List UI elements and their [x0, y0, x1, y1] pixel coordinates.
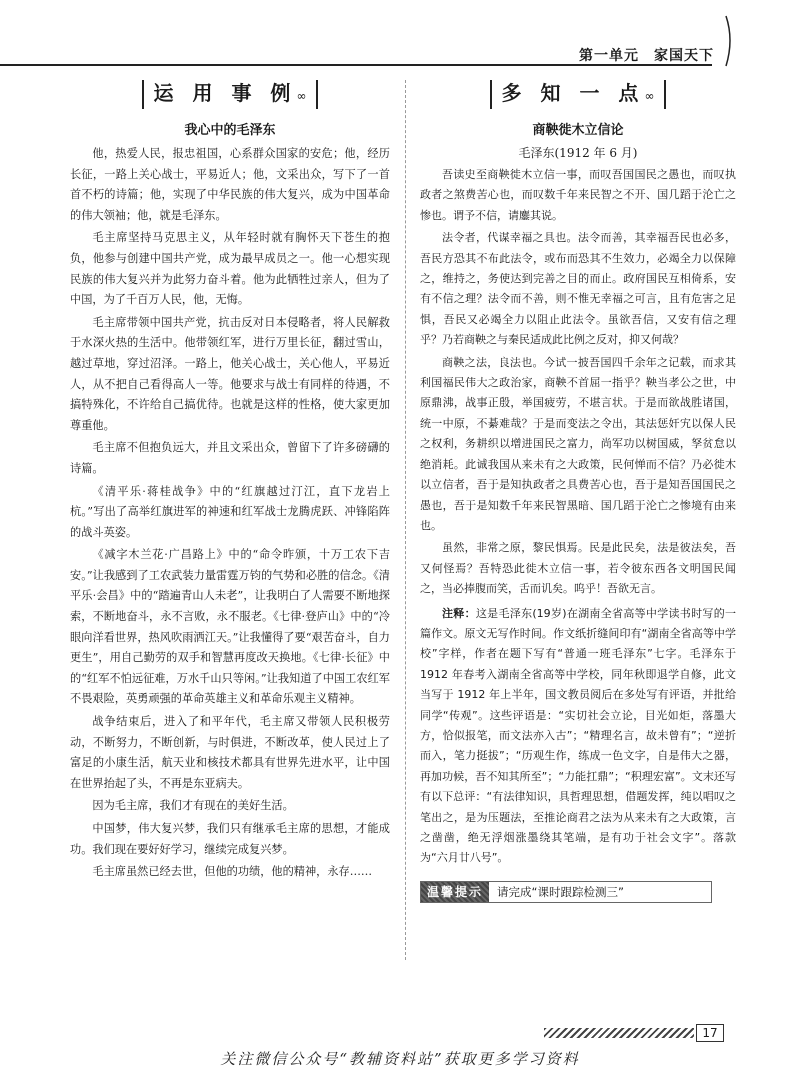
paragraph: 商鞅之法，良法也。今试一披吾国四千余年之记载，而求其利国福民伟大之政治家，商鞅不首屈一指乎？鞅当孝公之世，中原鼎沸，战事正殷，举国疲劳，不堪言状。于是而欲战胜诸国，统一中原，不綦难哉？于是而变法之令出，其法惩奸宄以保人民之权利，务耕织以增进国民之富力，尚军功以树国威，孥贫怠以绝消耗。此诚我国从来未有之大政策，民何惮而不信？乃必徙木以立信者，吾于是知执政者之具费苦心也，吾于是知吾国国民之愚也，吾于是知数千年来民智黑暗、国几蹈于沦亡之惨境有由来也。	[420, 355, 736, 532]
paragraph: 《减字木兰花·广昌路上》中的“命令昨颁，十万工农下吉安。”让我感到了工农武装力量雷霆万钧的气势和必胜的信念。《清平乐·会昌》中的“踏遍青山人未老”，让我明白了人需要不断地探索，不断地奋斗，永不言败，永不服老。《七律·登庐山》中的“冷眼向洋看世界，热风吹雨洒江天。”让我懂得了要“艰苦奋斗，自力更生”，用自己勤劳的双手和智慧再度改天换地。《七律·长征》中的“红军不怕远征难，万水千山只等闲。”让我知道了中国工农红军不畏艰险，英勇顽强的革命英雄主义和革命乐观主义精神。	[70, 548, 390, 706]
paragraph: 吾读史至商鞅徙木立信一事，而叹吾国国民之愚也，而叹执政者之煞费苦心也，而叹数千年来民智之不开、国几蹈于沦亡之惨也。谓予不信，请鏖其说。	[420, 168, 736, 222]
header-curve-ornament	[722, 14, 734, 68]
paragraph: 《清平乐·蒋桂战争》中的“红旗越过汀江，直下龙岩上杭。”写出了高举红旗进军的神速和红军战士龙腾虎跃、冲锋陷阵的战斗英姿。	[70, 484, 390, 539]
tip-label: 温馨提示	[421, 882, 489, 902]
page-header	[0, 0, 800, 66]
stripe-ornament	[544, 1028, 694, 1038]
swirl-ornament-icon: ∞	[644, 89, 655, 103]
article-author: 毛泽东(1912 年 6 月)	[518, 146, 638, 160]
paragraph: 他，热爱人民，报忠祖国，心系群众国家的安危；他，经历长征，一路上关心战士，平易近人；他，文采出众，写下了一首首不朽的诗篇；他，实现了中华民族的伟大复兴，成为中国革命的伟大领袖；他，就是毛泽东。	[70, 147, 390, 222]
tip-box	[420, 881, 712, 903]
section-heading-examples	[70, 80, 390, 109]
paragraph: 毛主席不但抱负远大，并且文采出众，曾留下了许多磅礴的诗篇。	[70, 441, 390, 475]
swirl-ornament-icon: ∞	[296, 89, 307, 103]
paragraph: 战争结束后，进入了和平年代，毛主席又带领人民积极劳动，不断努力，不断创新，与时俱进，不断改革，使人民过上了富足的小康生活，航天业和核技术都具有世界先进水平，让中国在世界抬起了头，不再是东亚病夫。	[70, 715, 390, 790]
paragraph: 毛主席坚持马克思主义，从年轻时就有胸怀天下苍生的抱负，他参与创建中国共产党，成为最早成员之一。他一心想实现民族的伟大复兴并为此努力奋斗着。他为此牺牲过亲人，但为了中国，为了千百万人民，他，无悔。	[70, 231, 390, 307]
left-column	[70, 80, 390, 885]
paragraph: 毛主席虽然已经去世，但他的功绩，他的精神，永存……	[92, 865, 373, 879]
footer-watermark-text: 关注微信公众号“教辅资料站”获取更多学习资料	[220, 1050, 580, 1068]
paragraph: 因为毛主席，我们才有现在的美好生活。	[92, 799, 294, 813]
article-title: 我心中的毛泽东	[184, 123, 276, 138]
article-title: 商鞅徙木立信论	[532, 123, 624, 138]
annotation-label: 注释：	[442, 606, 476, 620]
section-heading-know-more	[420, 80, 736, 109]
section-label: 多 知 一 点	[501, 81, 645, 105]
unit-title: 第一单元 家国天下	[579, 48, 714, 64]
page-number: 17	[696, 1024, 724, 1042]
paragraph: 中国梦，伟大复兴梦，我们只有继承毛主席的思想，才能成功。我们现在要好好学习，继续完成复兴梦。	[70, 822, 390, 856]
annotation-text: 这是毛泽东(19岁)在湖南全省高等中学读书时写的一篇作文。原文无写作时间。作文纸折缝间印有“湖南全省高等中学校”字样，作者在题下写有“普通一班毛泽东”七字。毛泽东于 1912 年春考入湖南全省高等中学校，同年秋即退学自修，此文当写于 1912 年上半年，国文教员阅后在多处写有评语，并批给同学“传观”。这些评语是：“实切社会立论，目光如炬，落墨大方，恰似报笔，而文法亦入古”；“精理名言，故未曾有”；“逆折而入，笔力挺拔”；“历观生作，练成一色文字，自是伟大之器，再加功候，吾不知其所至”；“力能扛鼎”；“积理宏富”。文末还写有以下总评：“有法律知识，具哲理思想，借题发挥，纯以唱叹之笔出之，是为压题法，至推论商君之法为从来未有之大政策，言之凿凿，绝无浮烟涨墨绕其笔端，是有功于社会文字”。落款为“六月廿八号”。	[420, 606, 736, 865]
paragraph: 虽然，非常之原，黎民惧焉。民是此民矣，法是彼法矣，吾又何怪焉？吾特恐此徙木立信一事，若令彼东西各文明国民闻之，当必捧腹而笑，舌而讥矣。呜乎！吾欲无言。	[420, 541, 736, 596]
column-divider	[405, 80, 406, 960]
paragraph: 法令者，代谋幸福之具也。法令而善，其幸福吾民也必多，吾民方恐其不布此法令，或布而恐其不生效力，必竭全力以保障之，维持之，务使达到完善之目的而止。政府国民互相倚系，安有不信之理？法令而不善，则不惟无幸福之可言，且有危害之足惧，吾民又必竭全力以阻止此法令。虽欲吾信，又安有信之理乎？乃若商鞅之与秦民适成此比例之反对，抑又何哉？	[420, 231, 736, 347]
right-column	[420, 80, 736, 903]
paragraph: 毛主席带领中国共产党，抗击反对日本侵略者，将人民解救于水深火热的生活中。他带领红军，进行万里长征，翻过雪山，越过草地，穿过沼泽。一路上，他关心战士，关心他人，平易近人，从不把自己看得高人一等。他要求与战士有同样的待遇，不搞特殊化，不许给自己搞优待。也就是这样的性格，使大家更加尊重他。	[70, 315, 390, 432]
tip-text: 请完成“课时跟踪检测三”	[497, 884, 624, 899]
header-rule	[0, 64, 712, 66]
page-number-area	[544, 1024, 724, 1042]
annotation-block	[420, 604, 736, 869]
section-label: 运 用 事 例	[153, 81, 297, 105]
